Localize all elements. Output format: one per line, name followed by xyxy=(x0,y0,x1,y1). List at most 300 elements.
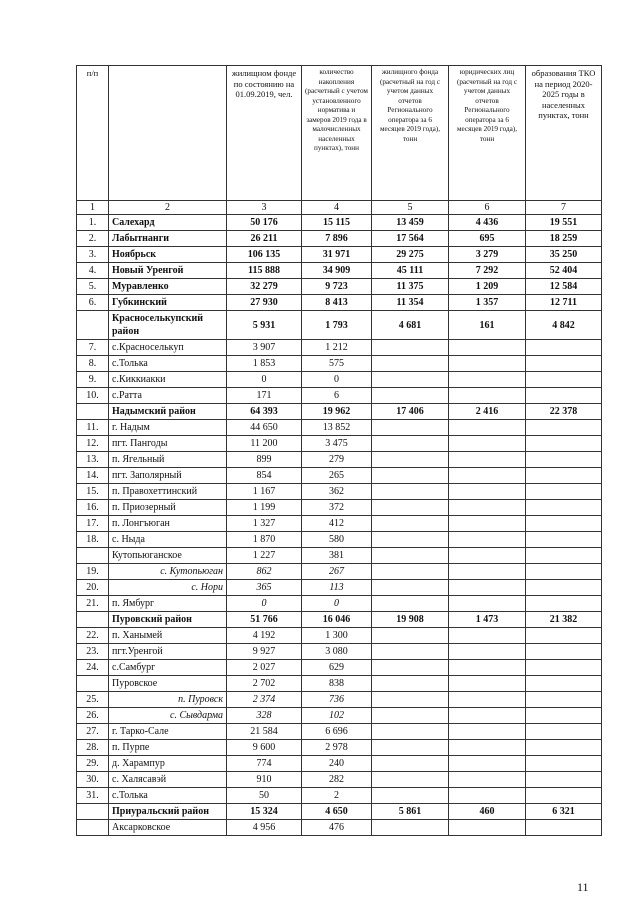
population-value: 328 xyxy=(227,708,302,724)
housing-value xyxy=(372,740,449,756)
table-row xyxy=(77,756,602,772)
index-cell: 6 xyxy=(449,201,526,215)
table-row xyxy=(77,692,602,708)
accumulation-value: 240 xyxy=(302,756,372,772)
population-value: 2 702 xyxy=(227,676,302,692)
total-value xyxy=(526,660,602,676)
housing-value xyxy=(372,420,449,436)
accumulation-value: 9 723 xyxy=(302,279,372,295)
legal-entities-value: 460 xyxy=(449,804,526,820)
total-value xyxy=(526,532,602,548)
header-col-total: образования ТКО на период 2020-2025 годы в населенных пунктах, тонн xyxy=(526,66,602,201)
table-row xyxy=(77,644,602,660)
accumulation-value: 629 xyxy=(302,660,372,676)
settlement-name: п. Пурпе xyxy=(109,740,227,756)
table-row xyxy=(77,247,602,263)
row-number: 31. xyxy=(77,788,109,804)
row-number xyxy=(77,804,109,820)
total-value: 52 404 xyxy=(526,263,602,279)
row-number: 4. xyxy=(77,263,109,279)
legal-entities-value xyxy=(449,772,526,788)
housing-value xyxy=(372,820,449,836)
index-cell: 2 xyxy=(109,201,227,215)
row-number: 15. xyxy=(77,484,109,500)
total-value: 12 711 xyxy=(526,295,602,311)
row-number: 3. xyxy=(77,247,109,263)
housing-value xyxy=(372,532,449,548)
table-row xyxy=(77,772,602,788)
settlement-name: Новый Уренгой xyxy=(109,263,227,279)
housing-value xyxy=(372,708,449,724)
column-index-row xyxy=(77,201,602,215)
total-value xyxy=(526,516,602,532)
population-value: 1 227 xyxy=(227,548,302,564)
legal-entities-value xyxy=(449,756,526,772)
table-row xyxy=(77,279,602,295)
settlement-name: п. Пуровск xyxy=(109,692,227,708)
settlement-name: Салехард xyxy=(109,215,227,231)
accumulation-value: 13 852 xyxy=(302,420,372,436)
settlement-name: Надымский район xyxy=(109,404,227,420)
table-row xyxy=(77,596,602,612)
table-row xyxy=(77,436,602,452)
housing-value xyxy=(372,692,449,708)
table-row xyxy=(77,628,602,644)
total-value: 19 551 xyxy=(526,215,602,231)
legal-entities-value xyxy=(449,564,526,580)
settlement-name: п. Ягельный xyxy=(109,452,227,468)
population-value: 0 xyxy=(227,372,302,388)
total-value: 12 584 xyxy=(526,279,602,295)
total-value xyxy=(526,788,602,804)
index-cell: 7 xyxy=(526,201,602,215)
table-row xyxy=(77,516,602,532)
housing-value xyxy=(372,356,449,372)
total-value: 22 378 xyxy=(526,404,602,420)
settlement-name: с. Сывдарма xyxy=(109,708,227,724)
population-value: 115 888 xyxy=(227,263,302,279)
housing-value: 5 861 xyxy=(372,804,449,820)
total-value: 21 382 xyxy=(526,612,602,628)
legal-entities-value xyxy=(449,788,526,804)
accumulation-value: 575 xyxy=(302,356,372,372)
header-col-number: п/п xyxy=(77,66,109,201)
population-value: 4 956 xyxy=(227,820,302,836)
settlement-name: пгт. Пангоды xyxy=(109,436,227,452)
total-value xyxy=(526,372,602,388)
legal-entities-value xyxy=(449,452,526,468)
accumulation-value: 7 896 xyxy=(302,231,372,247)
accumulation-value: 34 909 xyxy=(302,263,372,279)
accumulation-value: 19 962 xyxy=(302,404,372,420)
population-value: 32 279 xyxy=(227,279,302,295)
table-row xyxy=(77,372,602,388)
housing-value xyxy=(372,580,449,596)
row-number: 1. xyxy=(77,215,109,231)
total-value xyxy=(526,340,602,356)
legal-entities-value xyxy=(449,580,526,596)
table-row xyxy=(77,231,602,247)
settlement-name: Ноябрьск xyxy=(109,247,227,263)
settlement-name: с.Самбург xyxy=(109,660,227,676)
row-number: 19. xyxy=(77,564,109,580)
row-number: 24. xyxy=(77,660,109,676)
table-row xyxy=(77,532,602,548)
population-value: 9 927 xyxy=(227,644,302,660)
row-number xyxy=(77,404,109,420)
legal-entities-value xyxy=(449,724,526,740)
housing-value: 11 375 xyxy=(372,279,449,295)
row-number xyxy=(77,548,109,564)
row-number xyxy=(77,820,109,836)
population-value: 365 xyxy=(227,580,302,596)
accumulation-value: 0 xyxy=(302,372,372,388)
total-value xyxy=(526,724,602,740)
page-number: 11 xyxy=(577,880,589,894)
settlement-name: пгт.Уренгой xyxy=(109,644,227,660)
accumulation-value: 412 xyxy=(302,516,372,532)
legal-entities-value xyxy=(449,708,526,724)
population-value: 21 584 xyxy=(227,724,302,740)
legal-entities-value xyxy=(449,644,526,660)
legal-entities-value xyxy=(449,340,526,356)
population-value: 1 199 xyxy=(227,500,302,516)
legal-entities-value xyxy=(449,596,526,612)
total-value xyxy=(526,756,602,772)
table-row xyxy=(77,676,602,692)
row-number: 12. xyxy=(77,436,109,452)
settlement-name: с.Красноселькуп xyxy=(109,340,227,356)
settlement-name: с. Нори xyxy=(109,580,227,596)
housing-value xyxy=(372,340,449,356)
total-value xyxy=(526,484,602,500)
row-number: 25. xyxy=(77,692,109,708)
housing-value xyxy=(372,484,449,500)
header-col-name xyxy=(109,66,227,201)
population-value: 2 027 xyxy=(227,660,302,676)
accumulation-value: 2 978 xyxy=(302,740,372,756)
accumulation-value: 1 300 xyxy=(302,628,372,644)
legal-entities-value xyxy=(449,468,526,484)
population-value: 774 xyxy=(227,756,302,772)
population-value: 1 870 xyxy=(227,532,302,548)
legal-entities-value xyxy=(449,372,526,388)
total-value xyxy=(526,692,602,708)
total-value xyxy=(526,500,602,516)
accumulation-value: 736 xyxy=(302,692,372,708)
settlement-name: Красноселькупский район xyxy=(109,311,227,340)
table-row xyxy=(77,263,602,279)
row-number: 10. xyxy=(77,388,109,404)
table-row xyxy=(77,388,602,404)
index-cell: 1 xyxy=(77,201,109,215)
legal-entities-value xyxy=(449,692,526,708)
population-value: 15 324 xyxy=(227,804,302,820)
legal-entities-value xyxy=(449,516,526,532)
settlement-name: с.Ратта xyxy=(109,388,227,404)
population-value: 854 xyxy=(227,468,302,484)
total-value: 6 321 xyxy=(526,804,602,820)
housing-value: 17 406 xyxy=(372,404,449,420)
settlement-name: Лабытнанги xyxy=(109,231,227,247)
population-value: 171 xyxy=(227,388,302,404)
population-value: 51 766 xyxy=(227,612,302,628)
housing-value: 19 908 xyxy=(372,612,449,628)
population-value: 3 907 xyxy=(227,340,302,356)
table-row xyxy=(77,356,602,372)
housing-value xyxy=(372,548,449,564)
header-col-legal: юридических лиц (расчетный на год с учетом данных отчетов Регионального оператора за 6 месяцев 2019 года), тонн xyxy=(449,66,526,201)
header-col-housing: жилищного фонда (расчетный на год с учетом данных отчетов Регионального оператора за 6 месяцев 2019 года), тонн xyxy=(372,66,449,201)
population-value: 2 374 xyxy=(227,692,302,708)
accumulation-value: 267 xyxy=(302,564,372,580)
table-row xyxy=(77,452,602,468)
legal-entities-value: 161 xyxy=(449,311,526,340)
row-number xyxy=(77,612,109,628)
total-value: 18 259 xyxy=(526,231,602,247)
table-row xyxy=(77,404,602,420)
accumulation-value: 476 xyxy=(302,820,372,836)
table-row xyxy=(77,500,602,516)
accumulation-value: 265 xyxy=(302,468,372,484)
row-number: 8. xyxy=(77,356,109,372)
total-value xyxy=(526,628,602,644)
table-row xyxy=(77,215,602,231)
legal-entities-value: 2 416 xyxy=(449,404,526,420)
table-row xyxy=(77,580,602,596)
settlement-name: пгт. Заполярный xyxy=(109,468,227,484)
accumulation-value: 15 115 xyxy=(302,215,372,231)
settlement-name: г. Тарко-Сале xyxy=(109,724,227,740)
row-number: 22. xyxy=(77,628,109,644)
housing-value xyxy=(372,436,449,452)
legal-entities-value xyxy=(449,660,526,676)
total-value xyxy=(526,740,602,756)
housing-value: 45 111 xyxy=(372,263,449,279)
total-value: 4 842 xyxy=(526,311,602,340)
table-row xyxy=(77,612,602,628)
total-value xyxy=(526,468,602,484)
population-value: 64 393 xyxy=(227,404,302,420)
row-number: 30. xyxy=(77,772,109,788)
legal-entities-value xyxy=(449,628,526,644)
accumulation-value: 838 xyxy=(302,676,372,692)
legal-entities-value xyxy=(449,388,526,404)
housing-value xyxy=(372,468,449,484)
housing-value xyxy=(372,372,449,388)
housing-value xyxy=(372,660,449,676)
row-number: 26. xyxy=(77,708,109,724)
settlement-name: п. Ямбург xyxy=(109,596,227,612)
table-body xyxy=(77,201,602,836)
housing-value xyxy=(372,564,449,580)
population-value: 0 xyxy=(227,596,302,612)
total-value xyxy=(526,708,602,724)
index-cell: 5 xyxy=(372,201,449,215)
total-value xyxy=(526,564,602,580)
housing-value xyxy=(372,756,449,772)
settlement-name: Губкинский xyxy=(109,295,227,311)
accumulation-value: 279 xyxy=(302,452,372,468)
accumulation-value: 580 xyxy=(302,532,372,548)
accumulation-value: 362 xyxy=(302,484,372,500)
table-row xyxy=(77,420,602,436)
population-value: 26 211 xyxy=(227,231,302,247)
row-number xyxy=(77,676,109,692)
settlement-name: п. Лонгъюган xyxy=(109,516,227,532)
population-value: 9 600 xyxy=(227,740,302,756)
settlement-name: Аксарковское xyxy=(109,820,227,836)
legal-entities-value xyxy=(449,820,526,836)
row-number: 2. xyxy=(77,231,109,247)
table-row xyxy=(77,708,602,724)
housing-value xyxy=(372,516,449,532)
total-value xyxy=(526,676,602,692)
row-number: 6. xyxy=(77,295,109,311)
legal-entities-value xyxy=(449,676,526,692)
population-value: 1 327 xyxy=(227,516,302,532)
housing-value: 29 275 xyxy=(372,247,449,263)
table-row xyxy=(77,311,602,340)
legal-entities-value: 3 279 xyxy=(449,247,526,263)
population-value: 1 853 xyxy=(227,356,302,372)
table-row xyxy=(77,740,602,756)
row-number: 27. xyxy=(77,724,109,740)
total-value xyxy=(526,420,602,436)
housing-value xyxy=(372,628,449,644)
accumulation-value: 113 xyxy=(302,580,372,596)
population-value: 899 xyxy=(227,452,302,468)
settlement-name: п. Правохеттинский xyxy=(109,484,227,500)
row-number: 9. xyxy=(77,372,109,388)
accumulation-value: 1 212 xyxy=(302,340,372,356)
population-value: 11 200 xyxy=(227,436,302,452)
legal-entities-value: 1 209 xyxy=(449,279,526,295)
population-value: 106 135 xyxy=(227,247,302,263)
table-row xyxy=(77,660,602,676)
row-number: 28. xyxy=(77,740,109,756)
housing-value xyxy=(372,724,449,740)
row-number: 18. xyxy=(77,532,109,548)
settlement-name: п. Ханымей xyxy=(109,628,227,644)
index-cell: 4 xyxy=(302,201,372,215)
header-col-population: жилищном фонде по состоянию на 01.09.2019, чел. xyxy=(227,66,302,201)
housing-value: 17 564 xyxy=(372,231,449,247)
accumulation-value: 372 xyxy=(302,500,372,516)
legal-entities-value xyxy=(449,500,526,516)
housing-value xyxy=(372,596,449,612)
legal-entities-value: 1 473 xyxy=(449,612,526,628)
accumulation-value: 102 xyxy=(302,708,372,724)
housing-value xyxy=(372,644,449,660)
accumulation-value: 3 475 xyxy=(302,436,372,452)
legal-entities-value: 695 xyxy=(449,231,526,247)
index-cell: 3 xyxy=(227,201,302,215)
total-value xyxy=(526,452,602,468)
settlement-name: с.Толька xyxy=(109,788,227,804)
population-value: 910 xyxy=(227,772,302,788)
population-value: 1 167 xyxy=(227,484,302,500)
table-row xyxy=(77,484,602,500)
housing-value: 11 354 xyxy=(372,295,449,311)
accumulation-value: 0 xyxy=(302,596,372,612)
table-row xyxy=(77,820,602,836)
table-row xyxy=(77,564,602,580)
total-value xyxy=(526,772,602,788)
accumulation-value: 8 413 xyxy=(302,295,372,311)
total-value xyxy=(526,356,602,372)
row-number: 20. xyxy=(77,580,109,596)
population-value: 862 xyxy=(227,564,302,580)
housing-value xyxy=(372,772,449,788)
row-number: 11. xyxy=(77,420,109,436)
housing-value: 13 459 xyxy=(372,215,449,231)
settlement-name: Приуральский район xyxy=(109,804,227,820)
row-number: 16. xyxy=(77,500,109,516)
row-number: 21. xyxy=(77,596,109,612)
accumulation-value: 31 971 xyxy=(302,247,372,263)
housing-value xyxy=(372,452,449,468)
housing-value xyxy=(372,676,449,692)
legal-entities-value xyxy=(449,420,526,436)
accumulation-value: 381 xyxy=(302,548,372,564)
accumulation-value: 2 xyxy=(302,788,372,804)
document-page xyxy=(76,65,601,836)
table-row xyxy=(77,468,602,484)
total-value xyxy=(526,388,602,404)
population-value: 5 931 xyxy=(227,311,302,340)
total-value xyxy=(526,580,602,596)
row-number: 7. xyxy=(77,340,109,356)
settlement-name: Муравленко xyxy=(109,279,227,295)
total-value xyxy=(526,548,602,564)
settlement-name: с. Кутопьюган xyxy=(109,564,227,580)
row-number: 13. xyxy=(77,452,109,468)
table-header xyxy=(77,66,602,201)
table-row xyxy=(77,724,602,740)
settlement-name: Кутопьюганское xyxy=(109,548,227,564)
legal-entities-value xyxy=(449,356,526,372)
accumulation-value: 1 793 xyxy=(302,311,372,340)
settlement-name: Пуровский район xyxy=(109,612,227,628)
housing-value xyxy=(372,500,449,516)
settlement-name: д. Харампур xyxy=(109,756,227,772)
row-number: 29. xyxy=(77,756,109,772)
legal-entities-value xyxy=(449,484,526,500)
settlement-name: с.Толька xyxy=(109,356,227,372)
settlement-name: г. Надым xyxy=(109,420,227,436)
legal-entities-value: 1 357 xyxy=(449,295,526,311)
accumulation-value: 6 696 xyxy=(302,724,372,740)
legal-entities-value: 7 292 xyxy=(449,263,526,279)
table-row xyxy=(77,788,602,804)
housing-value xyxy=(372,388,449,404)
population-value: 27 930 xyxy=(227,295,302,311)
population-value: 44 650 xyxy=(227,420,302,436)
total-value xyxy=(526,436,602,452)
housing-value: 4 681 xyxy=(372,311,449,340)
accumulation-value: 282 xyxy=(302,772,372,788)
population-value: 50 xyxy=(227,788,302,804)
header-col-accumulation: количество накопления (расчетный с учетом установленного норматива и замеров 2019 года в малочисленных населенных пунктах), тонн xyxy=(302,66,372,201)
total-value xyxy=(526,596,602,612)
row-number: 14. xyxy=(77,468,109,484)
table-row xyxy=(77,548,602,564)
accumulation-value: 6 xyxy=(302,388,372,404)
population-value: 4 192 xyxy=(227,628,302,644)
legal-entities-value xyxy=(449,548,526,564)
population-value: 50 176 xyxy=(227,215,302,231)
